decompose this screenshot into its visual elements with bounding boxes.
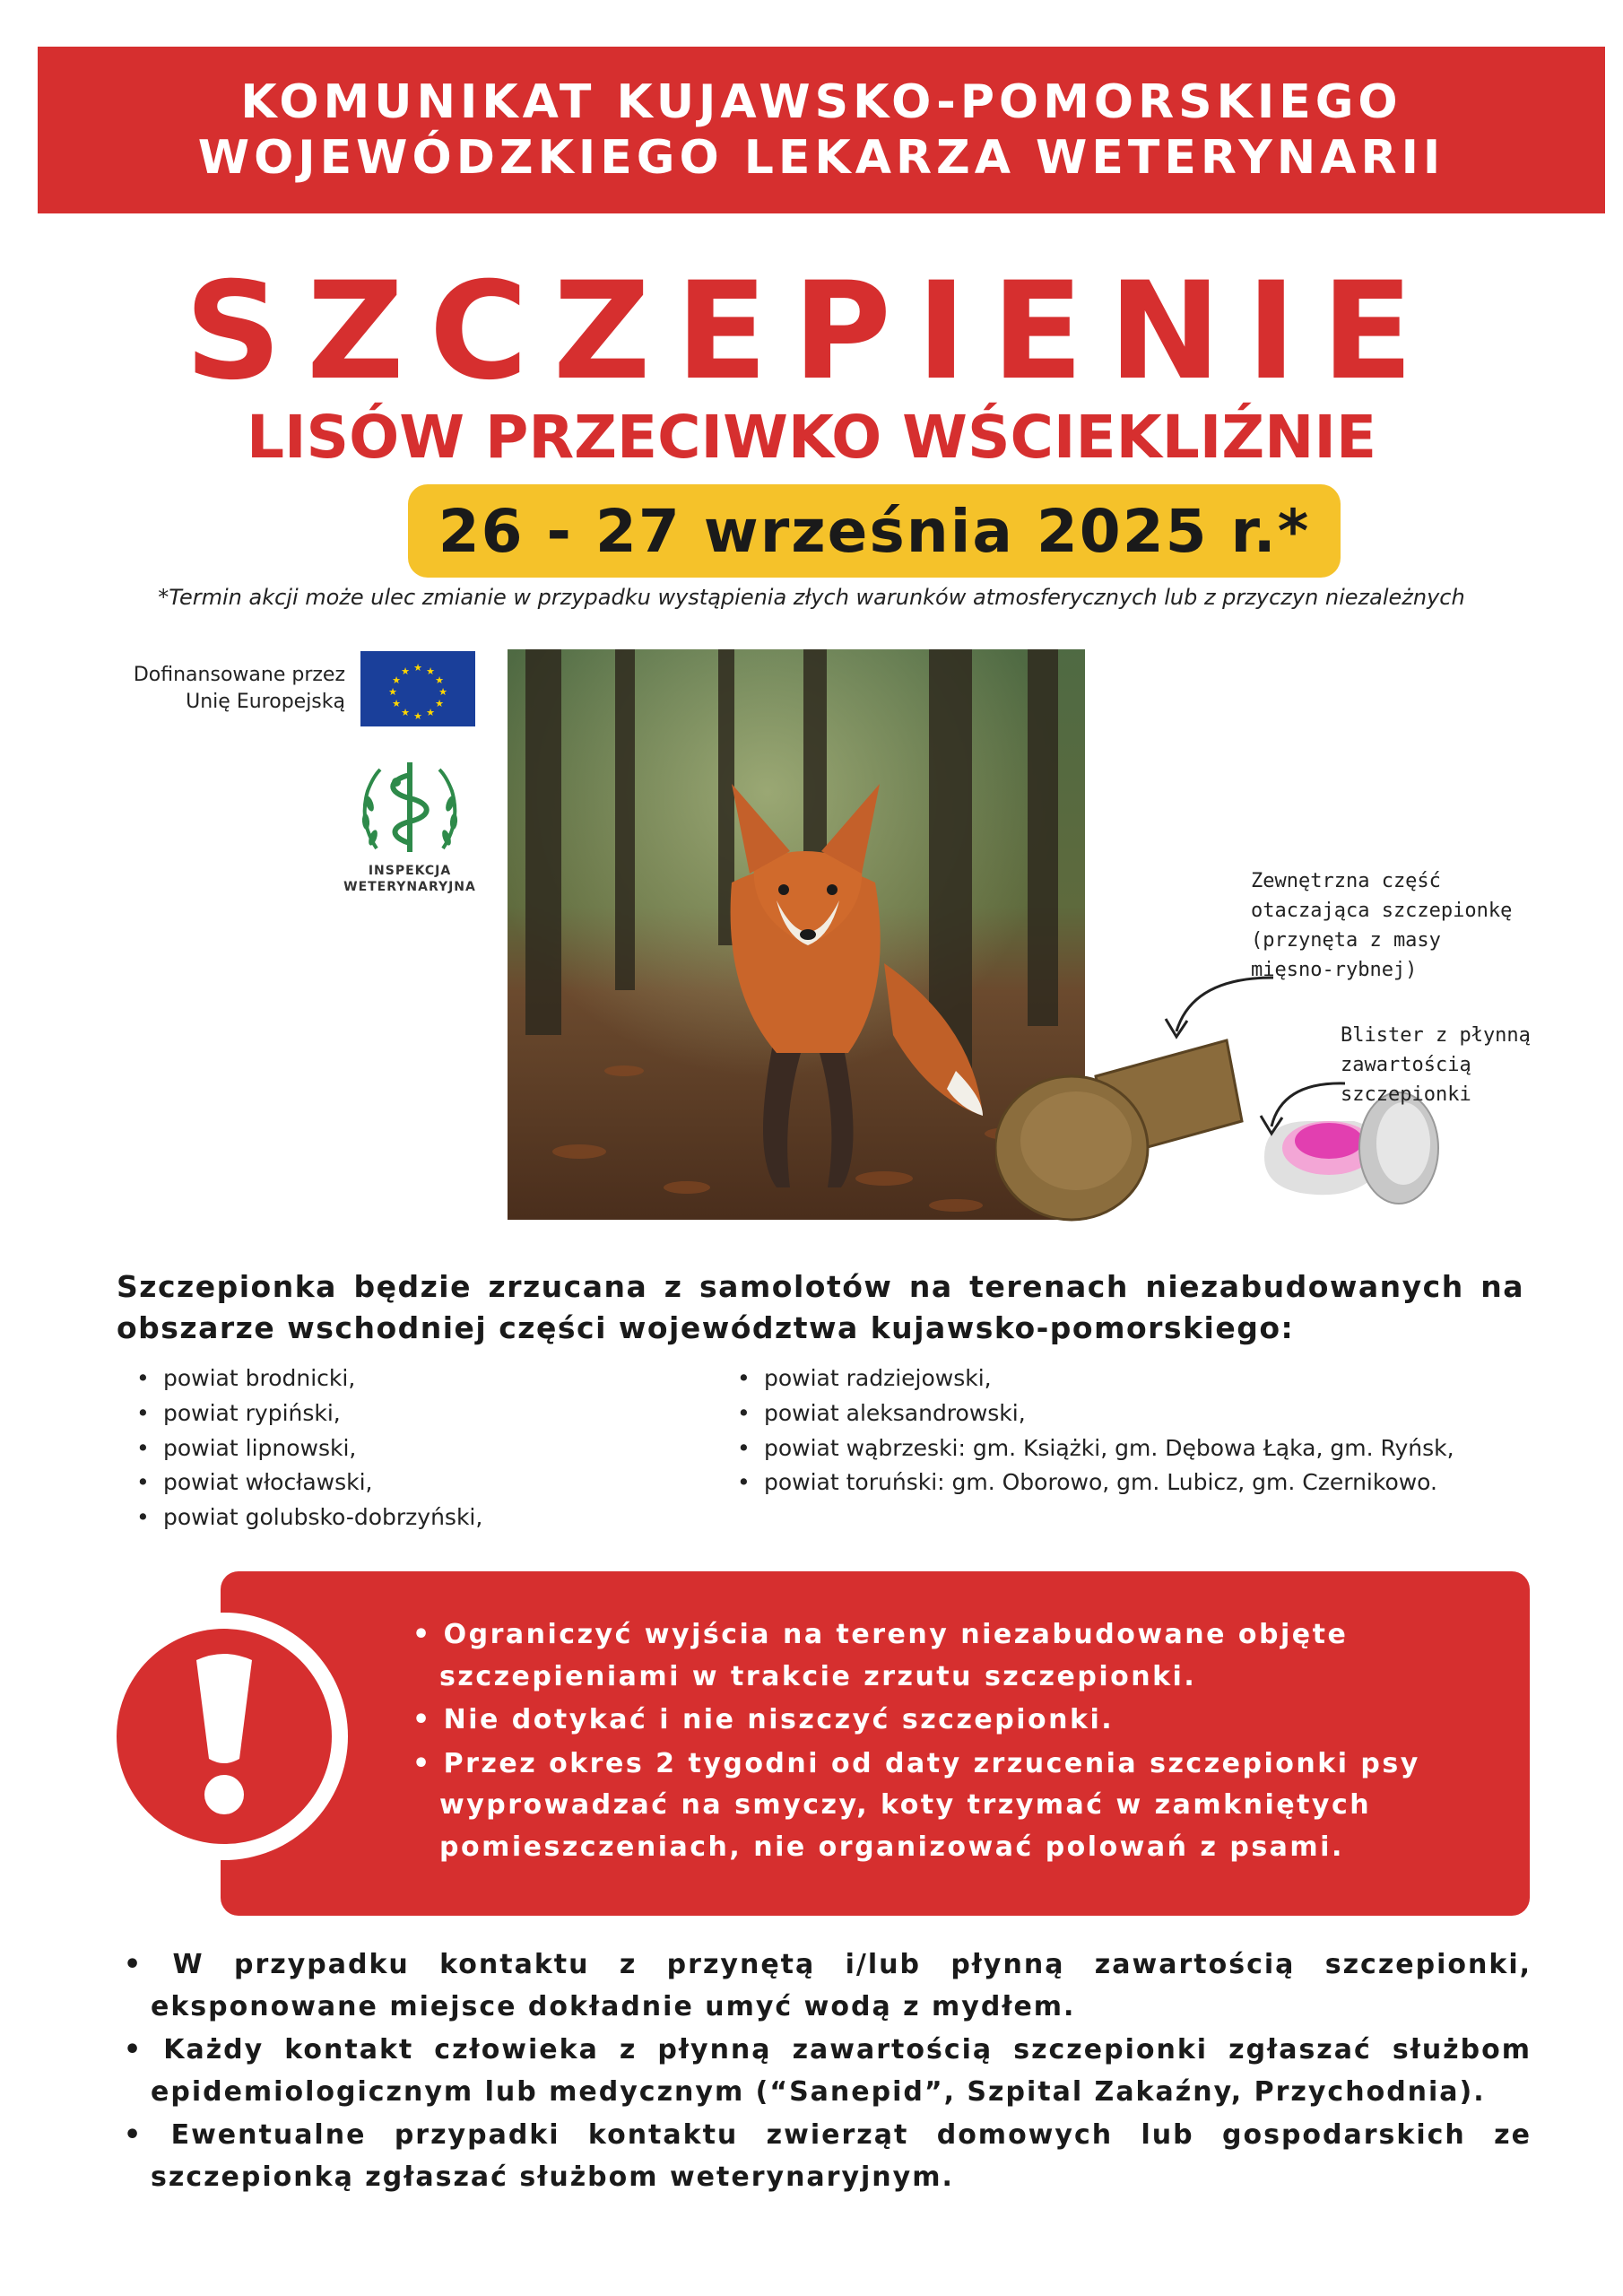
list-item: • powiat toruński: gm. Oborowo, gm. Lubicz, gm. Czernikowo. [717,1465,1578,1500]
outer-bait-note-line: (przynęta z masy [1251,929,1441,952]
list-item: • powiat wąbrzeski: gm. Książki, gm. Dębowa Łąka, gm. Ryńsk, [717,1431,1578,1466]
date-text: 26 - 27 września 2025 r.* [438,496,1311,566]
instruction-item: • Każdy kontakt człowieka z płynną zawartością szczepionki zgłaszać służbom epidemiologicznym lub medycznym (“Sanepid”, Szpital Zakaźny, Przychodnia). [124,2030,1532,2113]
svg-text:★: ★ [392,698,401,709]
outer-bait-note-line: Zewnętrzna część [1251,870,1441,892]
svg-text:★: ★ [426,707,435,718]
eu-flag-icon [360,651,475,726]
header-band [38,47,1605,213]
eu-funding-text [99,662,345,715]
warning-circle [100,1613,348,1860]
list-item: • powiat rypiński, [117,1396,699,1431]
list-item: • powiat golubsko-dobrzyński, [117,1500,699,1535]
svg-text:★: ★ [392,674,401,686]
outer-bait-arrow-icon [1157,960,1282,1049]
outer-bait-note [1251,866,1574,985]
warning-item: • Nie dotykać i nie niszczyć szczepionki. [412,1700,1488,1742]
contact-instructions [124,1944,1532,2200]
iw-line-1: INSPEKCJA [368,864,452,878]
date-badge [408,484,1341,578]
blister-note-line: zawartością [1341,1054,1471,1076]
svg-text:★: ★ [413,710,422,722]
page-title: SZCZEPIENIE [184,254,1439,410]
eu-funding-line-1: Dofinansowane przez [133,664,345,686]
header-line-2: WOJEWÓDZKIEGO LEKARZA WETERYNARII [197,131,1445,185]
warning-list [412,1614,1488,1870]
date-footnote: *Termin akcji może ulec zmianie w przypadku wystąpienia złych warunków atmosferycznych lub z przyczyn niezależnych [158,585,1465,610]
svg-text:★: ★ [388,686,397,698]
svg-text:★: ★ [435,674,444,686]
blister-note [1341,1021,1574,1109]
blister-arrow-icon [1255,1073,1354,1144]
svg-text:★: ★ [413,662,422,674]
instruction-item: • Ewentualne przypadki kontaktu zwierząt domowych lub gospodarskich ze szczepionką zgłaszać służbom weterynaryjnym. [124,2115,1532,2198]
svg-text:★: ★ [426,665,435,677]
outer-bait-note-line: otaczająca szczepionkę [1251,900,1513,922]
drop-area-description: Szczepionka będzie zrzucana z samolotów na terenach niezabudowanych na obszarze wschodniej części województwa kujawsko-pomorskiego: [117,1269,1524,1345]
page-subtitle: LISÓW PRZECIWKO WŚCIEKLIŹNIE [246,403,1377,472]
eu-funding-line-2: Unię Europejską [186,690,345,713]
svg-text:★: ★ [401,665,410,677]
list-item: • powiat radziejowski, [717,1361,1578,1396]
iw-line-2: WETERYNARYJNA [343,880,476,895]
list-item: • powiat aleksandrowski, [717,1396,1578,1431]
list-item: • powiat włocławski, [117,1465,699,1500]
list-item: • powiat brodnicki, [117,1361,699,1396]
svg-text:★: ★ [401,707,410,718]
instruction-item: • W przypadku kontaktu z przynętą i/lub płynną zawartością szczepionki, eksponowane miejsce dokładnie umyć wodą z mydłem. [124,1944,1532,2028]
warning-item: • Przez okres 2 tygodni od daty zrzucenia szczepionki psy wyprowadzać na smyczy, koty trzymać w zamkniętych pomieszczeniach, nie organizować polowań z psami. [412,1744,1488,1869]
district-list-left [117,1361,699,1535]
warning-item: • Ograniczyć wyjścia na tereny niezabudowane objęte szczepieniami w trakcie zrzutu szczepionki. [412,1614,1488,1698]
veterinary-inspection-text [325,863,495,895]
exclamation-icon [184,1651,265,1822]
outer-bait-note-line: mięsno-rybnej) [1251,959,1418,981]
svg-text:★: ★ [438,686,447,698]
header-line-1: KOMUNIKAT KUJAWSKO-POMORSKIEGO [240,74,1402,129]
district-list-right [717,1361,1578,1500]
list-item: • powiat lipnowski, [117,1431,699,1466]
blister-note-line: szczepionki [1341,1083,1471,1106]
blister-note-line: Blister z płynną [1341,1024,1531,1047]
svg-text:★: ★ [435,698,444,709]
veterinary-inspection-logo-icon [352,750,468,866]
